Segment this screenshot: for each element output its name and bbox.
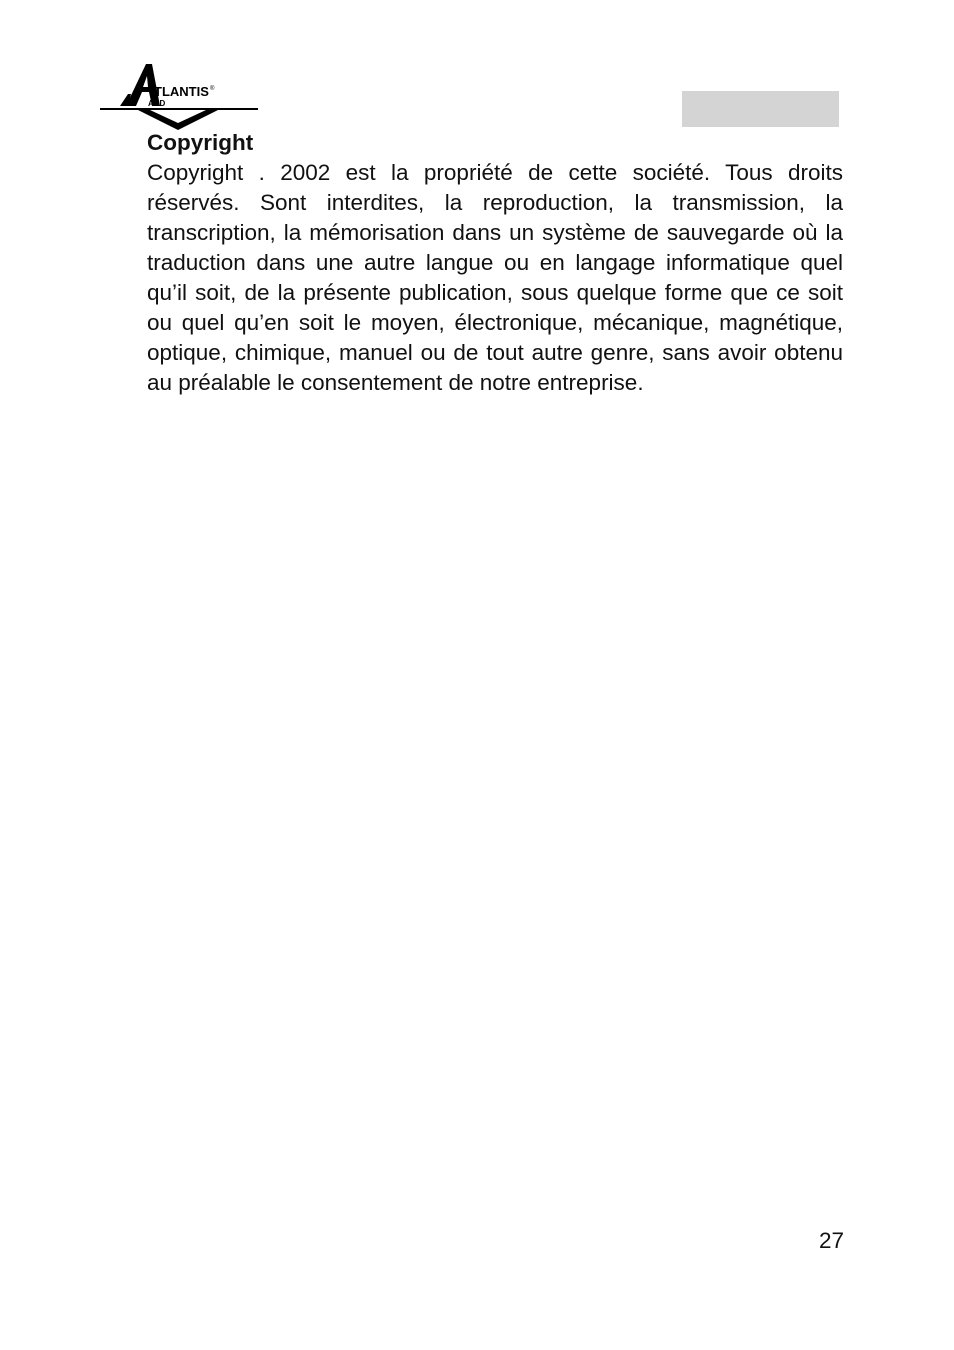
header-tab-box	[682, 91, 839, 127]
page-number: 27	[818, 1228, 844, 1253]
copyright-section	[147, 128, 843, 398]
section-title: Copyright	[147, 130, 254, 155]
svg-text:®: ®	[210, 86, 215, 92]
atlantis-logo-icon	[98, 60, 260, 134]
svg-text:AND: AND	[148, 99, 166, 108]
atlantis-logo	[98, 60, 260, 134]
section-body: Copyright . 2002 est la propriété de cette société. Tous droits réservés. Sont interdites, la reproduction, la transmission, la transcription, la mémorisation dans un système de sauvegarde où la traduction dans une autre langue ou en langage informatique quel qu’il soit, de la présente publication, sous quelque forme que ce soit ou quel qu’en soit le moyen, électronique, mécanique, magnétique, optique, chimique, manuel ou de tout autre genre, sans avoir obtenu au préalable le consentement de notre entreprise.	[147, 160, 843, 395]
svg-text:TLANTIS: TLANTIS	[154, 84, 209, 99]
